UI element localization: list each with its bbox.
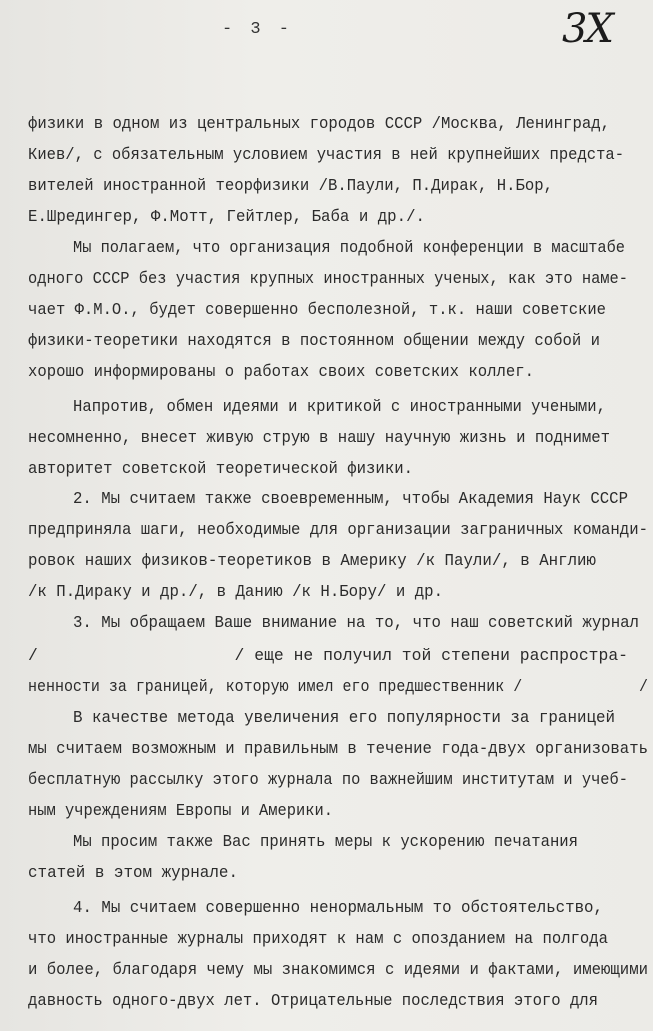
text-line: Киев/, с обязательным условием участия в ней крупнейших предста- bbox=[28, 145, 624, 164]
text-line: что иностранные журналы приходят к нам с опозданием на полгода bbox=[28, 929, 608, 948]
text-line: несомненно, внесет живую струю в нашу научную жизнь и поднимет bbox=[28, 428, 610, 447]
text-line: одного СССР без участия крупных иностранных ученых, как это наме- bbox=[28, 269, 628, 288]
text-line: давность одного-двух лет. Отрицательные последствия этого для bbox=[28, 991, 598, 1010]
text-line: В качестве метода увеличения его популярности за границей bbox=[73, 708, 615, 727]
text-line: Мы полагаем, что организация подобной конференции в масштабе bbox=[73, 238, 625, 257]
text-line: 2. Мы считаем также своевременным, чтобы Академия Наук СССР bbox=[73, 489, 628, 508]
text-line: хорошо информированы о работах своих советских коллег. bbox=[28, 362, 534, 381]
text-line: чает Ф.М.О., будет совершенно бесполезной, т.к. наши советские bbox=[28, 300, 606, 319]
text-line: и более, благодаря чему мы знакомимся с идеями и фактами, имеющими bbox=[28, 960, 648, 979]
text-line: 4. Мы считаем совершенно ненормальным то обстоятельство, bbox=[73, 898, 603, 917]
text-line: / / еще не получил той степени распростра- bbox=[28, 646, 628, 665]
text-line: Напротив, обмен идеями и критикой с иностранными учеными, bbox=[73, 397, 606, 416]
text-line: /к П.Дираку и др./, в Данию /к Н.Бору/ и др. bbox=[28, 582, 443, 601]
text-line: вителей иностранной теорфизики /В.Паули, П.Дирак, Н.Бор, bbox=[28, 176, 553, 195]
text-line: физики-теоретики находятся в постоянном общении между собой и bbox=[28, 331, 600, 350]
text-line: ным учреждениям Европы и Америки. bbox=[28, 801, 333, 820]
text-line: предприняла шаги, необходимые для организации заграничных команди- bbox=[28, 520, 648, 539]
text-line: авторитет советской теоретической физики. bbox=[28, 459, 413, 478]
text-line: ненности за границей, которую имел его предшественник / / bbox=[28, 677, 648, 696]
page-number: - 3 - bbox=[222, 20, 294, 39]
text-line: ровок наших физиков-теоретиков в Америку /к Паули/, в Англию bbox=[28, 551, 596, 570]
text-line: физики в одном из центральных городов СССР /Москва, Ленинград, bbox=[28, 114, 610, 133]
text-line: Е.Шредингер, Ф.Мотт, Гейтлер, Баба и др./. bbox=[28, 207, 425, 226]
text-line: бесплатную рассылку этого журнала по важнейшим институтам и учеб- bbox=[28, 770, 628, 789]
text-line: Мы просим также Вас принять меры к ускорению печатания bbox=[73, 832, 578, 851]
handwritten-archive-mark: 3Х bbox=[562, 6, 612, 52]
text-line: мы считаем возможным и правильным в течение года-двух организовать bbox=[28, 739, 648, 758]
text-line: 3. Мы обращаем Ваше внимание на то, что наш советский журнал bbox=[73, 613, 639, 632]
text-line: статей в этом журнале. bbox=[28, 863, 238, 882]
